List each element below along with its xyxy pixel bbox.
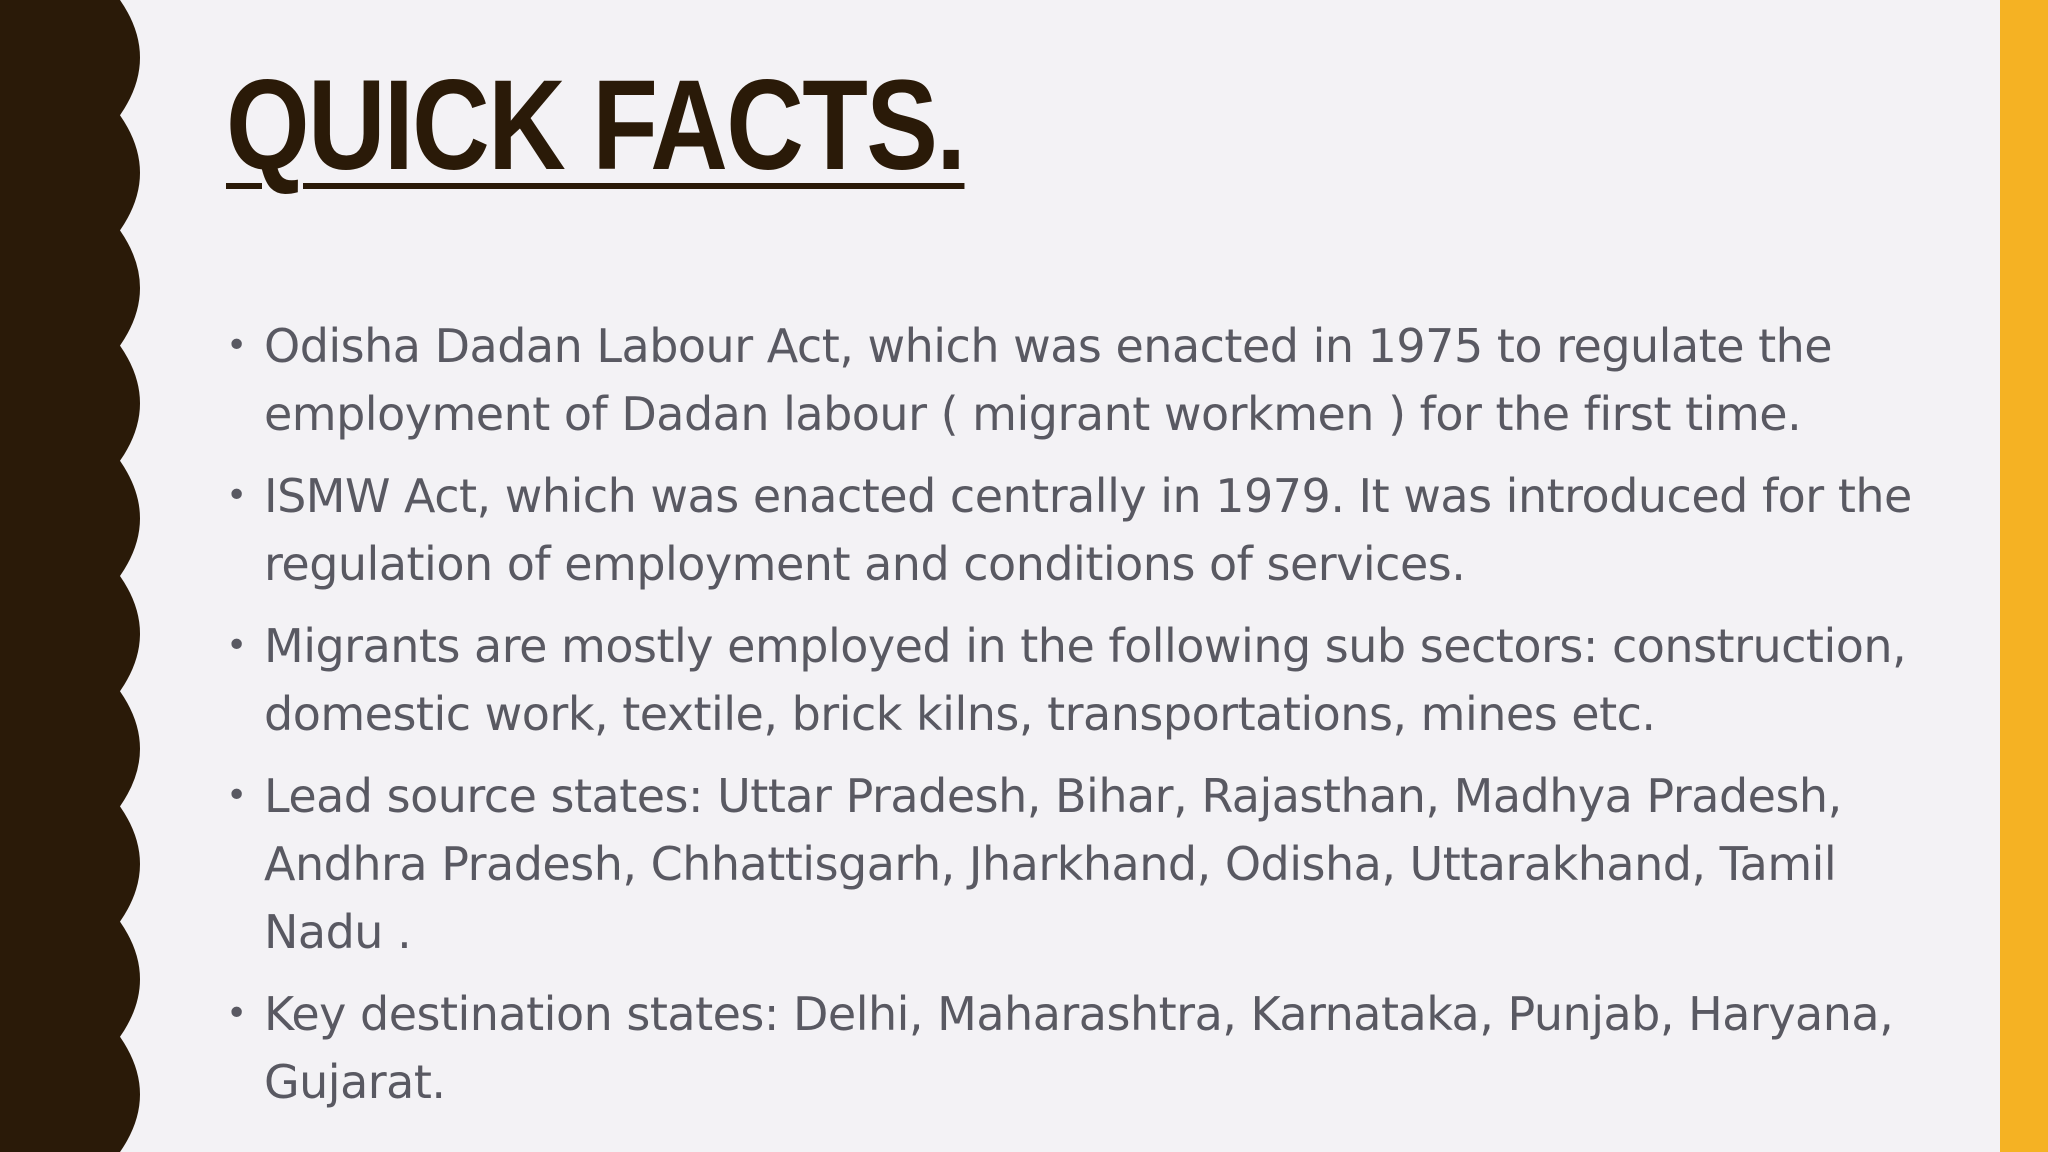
wave-border xyxy=(0,0,160,1152)
bullet-item-1 xyxy=(226,312,1926,448)
bullet-list xyxy=(226,312,1926,1130)
bullet-marker: • xyxy=(226,625,247,666)
bullet-marker: • xyxy=(226,325,247,366)
bullet-item-2 xyxy=(226,462,1926,598)
bullet-item-4 xyxy=(226,762,1926,966)
bullet-text: Migrants are mostly employed in the following sub sectors: construction, domestic work, textile, brick kilns, transportations, mines etc. xyxy=(264,619,1907,741)
bullet-item-5 xyxy=(226,980,1926,1116)
bullet-marker: • xyxy=(226,775,247,816)
bullet-marker: • xyxy=(226,993,247,1034)
bullet-text: Lead source states: Uttar Pradesh, Bihar, Rajasthan, Madhya Pradesh, Andhra Pradesh, Chhattisgarh, Jharkhand, Odisha, Uttarakhand, Tamil Nadu . xyxy=(264,769,1842,959)
bullet-text: Odisha Dadan Labour Act, which was enacted in 1975 to regulate the employment of Dadan labour ( migrant workmen ) for the first time. xyxy=(264,319,1833,441)
bullet-text: Key destination states: Delhi, Maharashtra, Karnataka, Punjab, Haryana, Gujarat. xyxy=(264,987,1894,1109)
bullet-item-3 xyxy=(226,612,1926,748)
bullet-text: ISMW Act, which was enacted centrally in 1979. It was introduced for the regulation of employment and conditions of services. xyxy=(264,469,1912,591)
right-accent-stripe xyxy=(2000,0,2048,1152)
slide-title: QUICK FACTS. xyxy=(226,54,965,197)
bullet-marker: • xyxy=(226,475,247,516)
